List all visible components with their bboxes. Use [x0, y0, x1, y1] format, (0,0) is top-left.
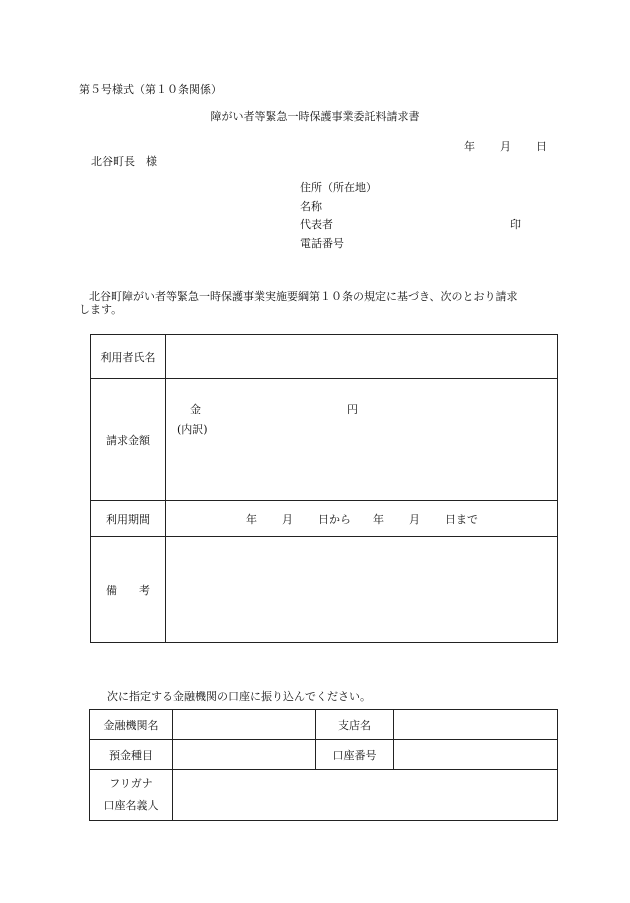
remarks-label: 備 考 [91, 537, 166, 643]
name-label: 名称 [300, 199, 322, 213]
period-field[interactable] [166, 501, 558, 537]
seal-mark: 印 [510, 218, 521, 231]
remarks-field[interactable] [166, 537, 558, 643]
amount-label: 請求金額 [91, 379, 166, 501]
amount-kin-label: 金 [190, 403, 201, 416]
representative-label: 代表者 [300, 218, 333, 231]
bank-row-3 [90, 770, 558, 821]
institution-label: 金融機関名 [90, 710, 173, 740]
statement-line-1: 北谷町障がい者等緊急一時保護事業実施要綱第１０条の規定に基づき、次のとおり請求 [89, 290, 518, 303]
phone-label: 電話番号 [300, 236, 344, 250]
amount-row [91, 379, 558, 501]
request-statement [79, 290, 559, 316]
account-number-label: 口座番号 [316, 740, 394, 770]
period-to-month: 月 [409, 513, 420, 526]
branch-label: 支店名 [316, 710, 394, 740]
bank-row-1 [90, 710, 558, 740]
holder-field[interactable] [173, 770, 558, 821]
document-title: 障がい者等緊急一時保護事業委託料請求書 [210, 110, 420, 123]
amount-field[interactable] [166, 379, 558, 501]
amount-yen-label: 円 [347, 403, 358, 416]
period-row [91, 501, 558, 537]
form-number: 第５号様式（第１０条関係） [79, 83, 222, 96]
applicant-block [300, 179, 377, 253]
period-label: 利用期間 [91, 501, 166, 537]
furigana-label: フリガナ [109, 777, 153, 790]
addressee: 北谷町長 様 [91, 155, 157, 168]
user-name-label: 利用者氏名 [91, 335, 166, 379]
bank-table [89, 709, 558, 821]
date-month-label: 月 [500, 140, 511, 153]
holder-label-cell [90, 770, 173, 821]
holder-label: 口座名義人 [103, 799, 159, 812]
period-from-year: 年 [246, 513, 257, 526]
account-type-field[interactable] [173, 740, 316, 770]
date-day-label: 日 [536, 140, 547, 153]
bank-instruction: 次に指定する金融機関の口座に振り込んでください。 [107, 690, 371, 703]
breakdown-label: (内訳) [177, 423, 208, 436]
remarks-row [91, 537, 558, 643]
period-to-day: 日まで [445, 513, 478, 526]
claim-table [90, 334, 558, 643]
address-label: 住所（所在地） [300, 181, 377, 194]
branch-field[interactable] [394, 710, 558, 740]
user-name-field[interactable] [166, 335, 558, 379]
institution-field[interactable] [173, 710, 316, 740]
period-to-year: 年 [373, 513, 384, 526]
statement-line-2: します。 [79, 303, 123, 316]
period-from-month: 月 [282, 513, 293, 526]
user-name-row [91, 335, 558, 379]
account-type-label: 預金種目 [90, 740, 173, 770]
account-number-field[interactable] [394, 740, 558, 770]
bank-row-2 [90, 740, 558, 770]
date-year-label: 年 [464, 140, 475, 153]
period-from-day: 日から [318, 513, 351, 526]
